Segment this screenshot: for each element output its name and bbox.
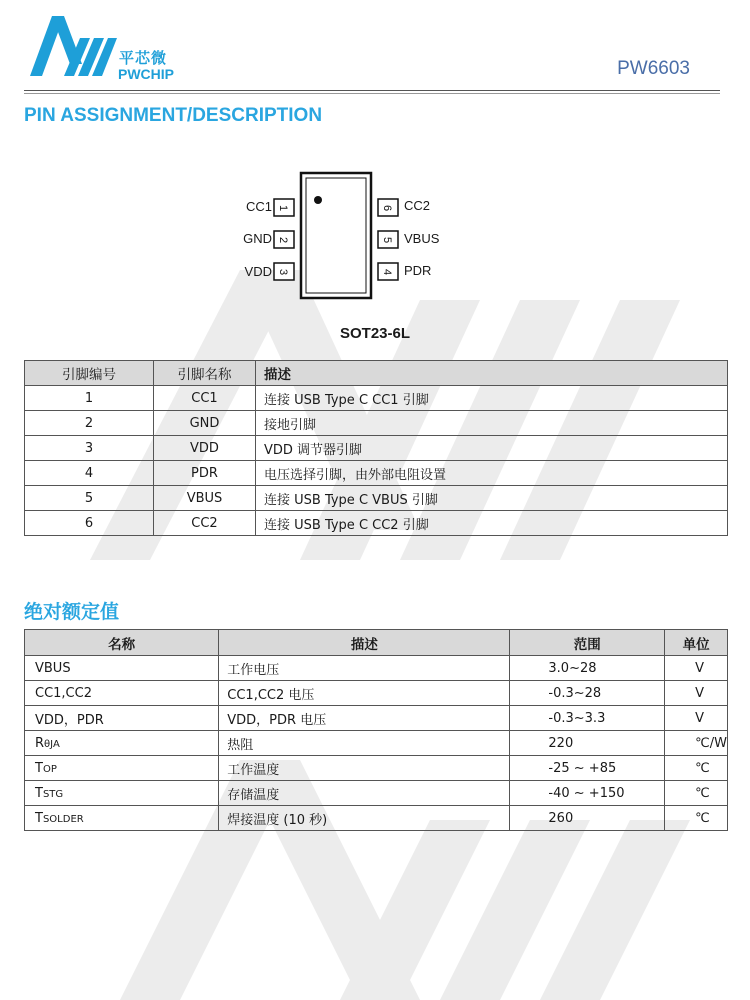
brand-name-en: PWCHIP: [118, 66, 174, 82]
pin-label-left: GND: [243, 231, 272, 246]
param-name-cell: [25, 731, 219, 756]
pin-name-cell: GND: [154, 411, 256, 436]
param-name: CC1,CC2: [35, 685, 92, 701]
param-description-cell: CC1,CC2 电压: [219, 681, 510, 706]
param-description-cell: VDD，PDR 电压: [219, 706, 510, 731]
table-row: [25, 706, 728, 731]
param-unit-cell: ℃/W: [665, 731, 728, 756]
param-name: T: [35, 810, 43, 826]
col-header-pin-name: 引脚名称: [154, 361, 256, 386]
col-header-description: 描述: [256, 361, 728, 386]
param-unit-cell: ℃: [665, 806, 728, 831]
pin-number-3: 3: [277, 268, 289, 276]
param-name-subscript: OP: [42, 763, 57, 775]
pin-name-cell: VBUS: [154, 486, 256, 511]
col-header-description: 描述: [219, 630, 510, 656]
col-header-unit: 单位: [665, 630, 728, 656]
param-name: VBUS: [35, 660, 71, 676]
pin-description-cell: 连接 USB Type C CC2 引脚: [256, 511, 728, 536]
param-name-cell: [25, 756, 219, 781]
table-row: [25, 781, 728, 806]
param-range-cell: 260: [510, 806, 665, 831]
table-row: [25, 656, 728, 681]
table-row: [25, 486, 728, 511]
param-unit-cell: ℃: [665, 756, 728, 781]
param-name-subscript: STG: [42, 788, 64, 800]
table-row: [25, 756, 728, 781]
param-name: VDD，PDR: [35, 712, 104, 728]
param-unit-cell: ℃: [665, 781, 728, 806]
pin-description-cell: 连接 USB Type C VBUS 引脚: [256, 486, 728, 511]
param-name: T: [35, 760, 43, 776]
pin-number-2: 2: [277, 236, 289, 244]
pin-label-left: CC1: [245, 199, 272, 214]
param-range-cell: -40 ~ +150: [510, 781, 665, 806]
param-name-subscript: SOLDER: [42, 813, 84, 825]
table-row: [25, 411, 728, 436]
pin-number-cell: 4: [25, 461, 154, 486]
pin-label-right: VBUS: [404, 231, 440, 246]
table-row: [25, 386, 728, 411]
pin-description-cell: VDD 调节器引脚: [256, 436, 728, 461]
pin-number-cell: 2: [25, 411, 154, 436]
pin-section-title: PIN ASSIGNMENT/DESCRIPTION: [24, 105, 323, 126]
col-header-name: 名称: [25, 630, 219, 656]
param-name-subscript: θJA: [44, 738, 60, 750]
param-description-cell: 热阻: [219, 731, 510, 756]
table-row: [25, 806, 728, 831]
table-header-row: [25, 361, 728, 386]
pin-number-cell: 6: [25, 511, 154, 536]
param-name-cell: [25, 656, 219, 681]
header-divider-thin: [24, 93, 720, 94]
param-name: R: [35, 735, 45, 751]
param-name-cell: [25, 681, 219, 706]
part-number: PW6603: [617, 58, 690, 79]
param-description-cell: 焊接温度 (10 秒): [219, 806, 510, 831]
pin-description-cell: 连接 USB Type C CC1 引脚: [256, 386, 728, 411]
brand-name-cn: 平芯微: [119, 49, 168, 67]
param-description-cell: 工作电压: [219, 656, 510, 681]
pin-description-cell: 接地引脚: [256, 411, 728, 436]
table-row: [25, 681, 728, 706]
pin-name-cell: PDR: [154, 461, 256, 486]
table-row: [25, 436, 728, 461]
abs-max-ratings-table: [24, 629, 728, 831]
abs-section-title: 绝对额定值: [24, 602, 120, 623]
table-row: [25, 461, 728, 486]
pin-number-cell: 3: [25, 436, 154, 461]
param-name-cell: [25, 781, 219, 806]
pin-label-right: PDR: [404, 263, 432, 278]
param-range-cell: 3.0~28: [510, 656, 665, 681]
col-header-pin-number: 引脚编号: [25, 361, 154, 386]
param-name-cell: [25, 806, 219, 831]
pin-number-cell: 1: [25, 386, 154, 411]
param-unit-cell: V: [665, 656, 728, 681]
pin-number-4: 4: [381, 268, 393, 276]
param-range-cell: -25 ~ +85: [510, 756, 665, 781]
param-range-cell: 220: [510, 731, 665, 756]
pin-name-cell: VDD: [154, 436, 256, 461]
param-description-cell: 工作温度: [219, 756, 510, 781]
package-name: SOT23-6L: [339, 325, 411, 342]
pin-number-1: 1: [277, 204, 289, 212]
col-header-range: 范围: [510, 630, 665, 656]
pin-label-left: VDD: [244, 264, 272, 279]
pin-number-cell: 5: [25, 486, 154, 511]
pin-name-cell: CC2: [154, 511, 256, 536]
pin-description-cell: 电压选择引脚，由外部电阻设置: [256, 461, 728, 486]
pin-number-5: 5: [381, 236, 393, 244]
param-description-cell: 存储温度: [219, 781, 510, 806]
param-range-cell: -0.3~3.3: [510, 706, 665, 731]
pin-label-right: CC2: [404, 198, 431, 213]
table-header-row: [25, 630, 728, 656]
param-range-cell: -0.3~28: [510, 681, 665, 706]
header-divider: [24, 90, 720, 91]
pwchip-logo: [22, 16, 117, 80]
param-unit-cell: V: [665, 706, 728, 731]
param-name-cell: [25, 706, 219, 731]
table-row: [25, 511, 728, 536]
pin-number-6: 6: [381, 204, 393, 212]
pin-name-cell: CC1: [154, 386, 256, 411]
pin-description-table: [24, 360, 728, 536]
param-unit-cell: V: [665, 681, 728, 706]
param-name: T: [35, 785, 43, 801]
table-row: [25, 731, 728, 756]
